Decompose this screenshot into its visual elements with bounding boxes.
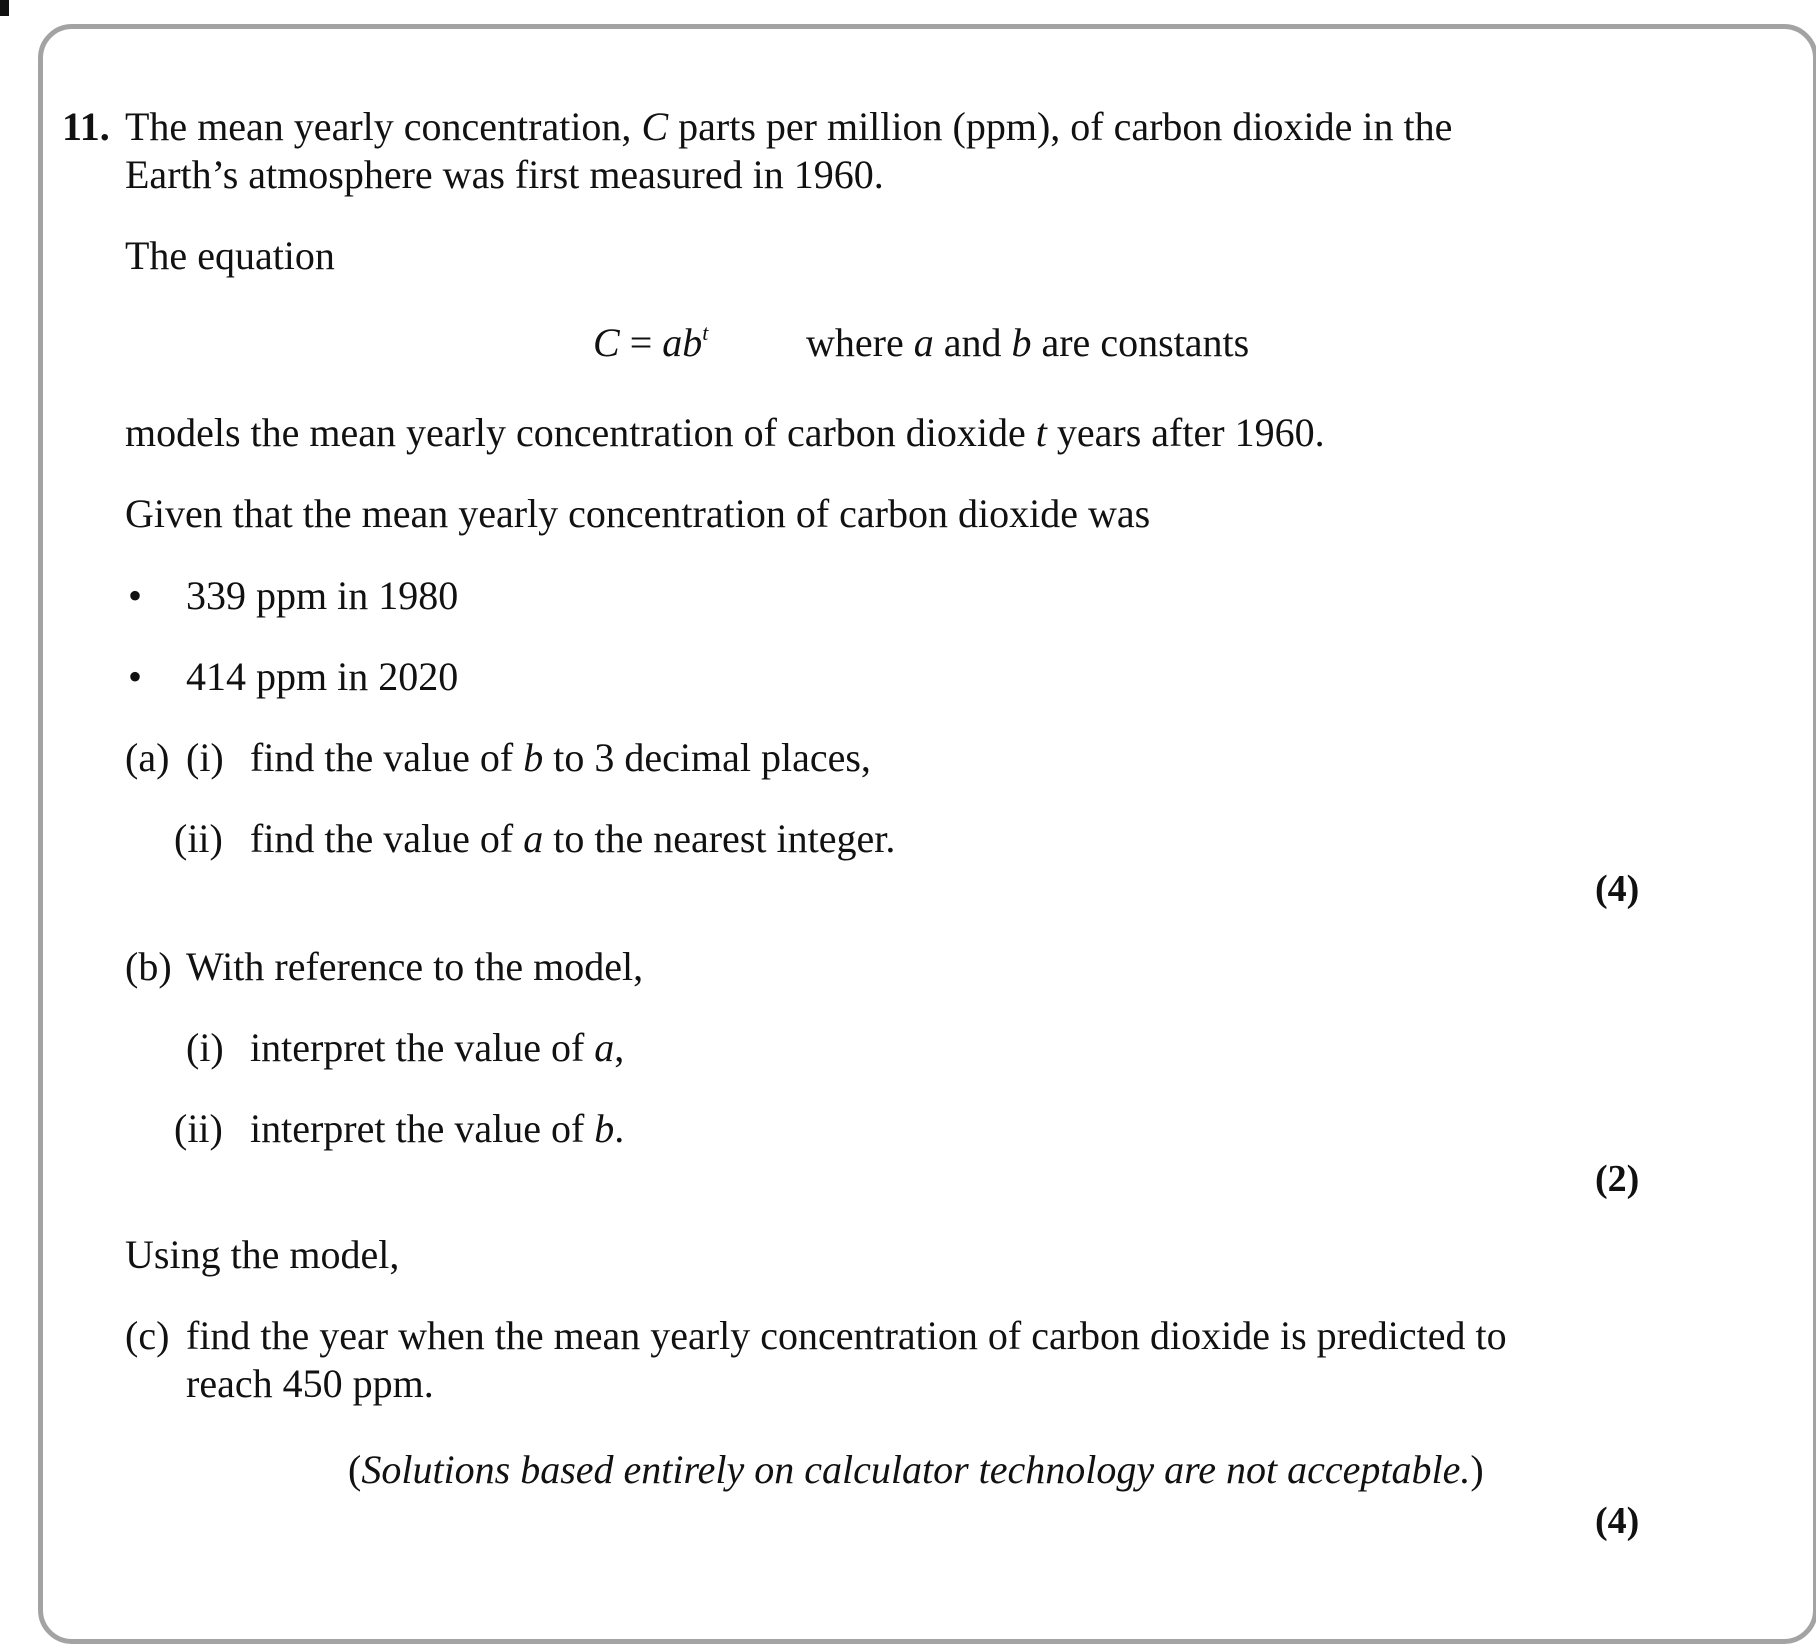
part-b-label: (b) [125, 944, 172, 989]
part-c-line-2: reach 450 ppm. [186, 1361, 434, 1406]
equation-where: where a and b are constants [806, 320, 1250, 365]
part-c-line-1: find the year when the mean yearly concentration of carbon dioxide is predicted to [186, 1313, 1507, 1358]
part-a-i-text: find the value of b to 3 decimal places, [250, 735, 871, 780]
part-c-marks: (4) [1595, 1500, 1640, 1542]
calculator-note: (Solutions based entirely on calculator technology are not acceptable.) [348, 1447, 1484, 1492]
bullet-1-text: 339 ppm in 1980 [186, 573, 459, 618]
bullet-2-text: 414 ppm in 2020 [186, 654, 459, 699]
corner-mark [0, 0, 9, 16]
part-b-i-label: (i) [186, 1025, 224, 1070]
models-line: models the mean yearly concentration of carbon dioxide t years after 1960. [125, 410, 1325, 455]
part-b-text: With reference to the model, [186, 944, 644, 989]
var-c: C [641, 104, 669, 149]
equation-intro: The equation [125, 233, 335, 278]
part-a-marks: (4) [1595, 868, 1640, 910]
given-line: Given that the mean yearly concentration of carbon dioxide was [125, 491, 1151, 536]
bullet-1-marker: • [128, 573, 143, 618]
part-a-ii-text: find the value of a to the nearest integer. [250, 816, 896, 861]
part-a-label: (a) [125, 735, 170, 780]
intro-line-1: The mean yearly concentration, C parts per million (ppm), of carbon dioxide in the [125, 104, 1453, 149]
part-b-marks: (2) [1595, 1158, 1640, 1200]
question-number: 11. [62, 104, 110, 149]
using-model: Using the model, [125, 1232, 400, 1277]
bullet-2-marker: • [128, 654, 143, 699]
part-b-ii-text: interpret the value of b. [250, 1106, 625, 1151]
part-a-i-label: (i) [186, 735, 224, 780]
part-b-i-text: interpret the value of a, [250, 1025, 625, 1070]
intro-line-2: Earth’s atmosphere was first measured in 1960. [125, 152, 884, 197]
part-b-ii-label: (ii) [174, 1106, 223, 1151]
equation: $C = ab^t$ [593, 320, 709, 365]
part-a-ii-label: (ii) [174, 816, 223, 861]
part-c-label: (c) [125, 1313, 170, 1358]
